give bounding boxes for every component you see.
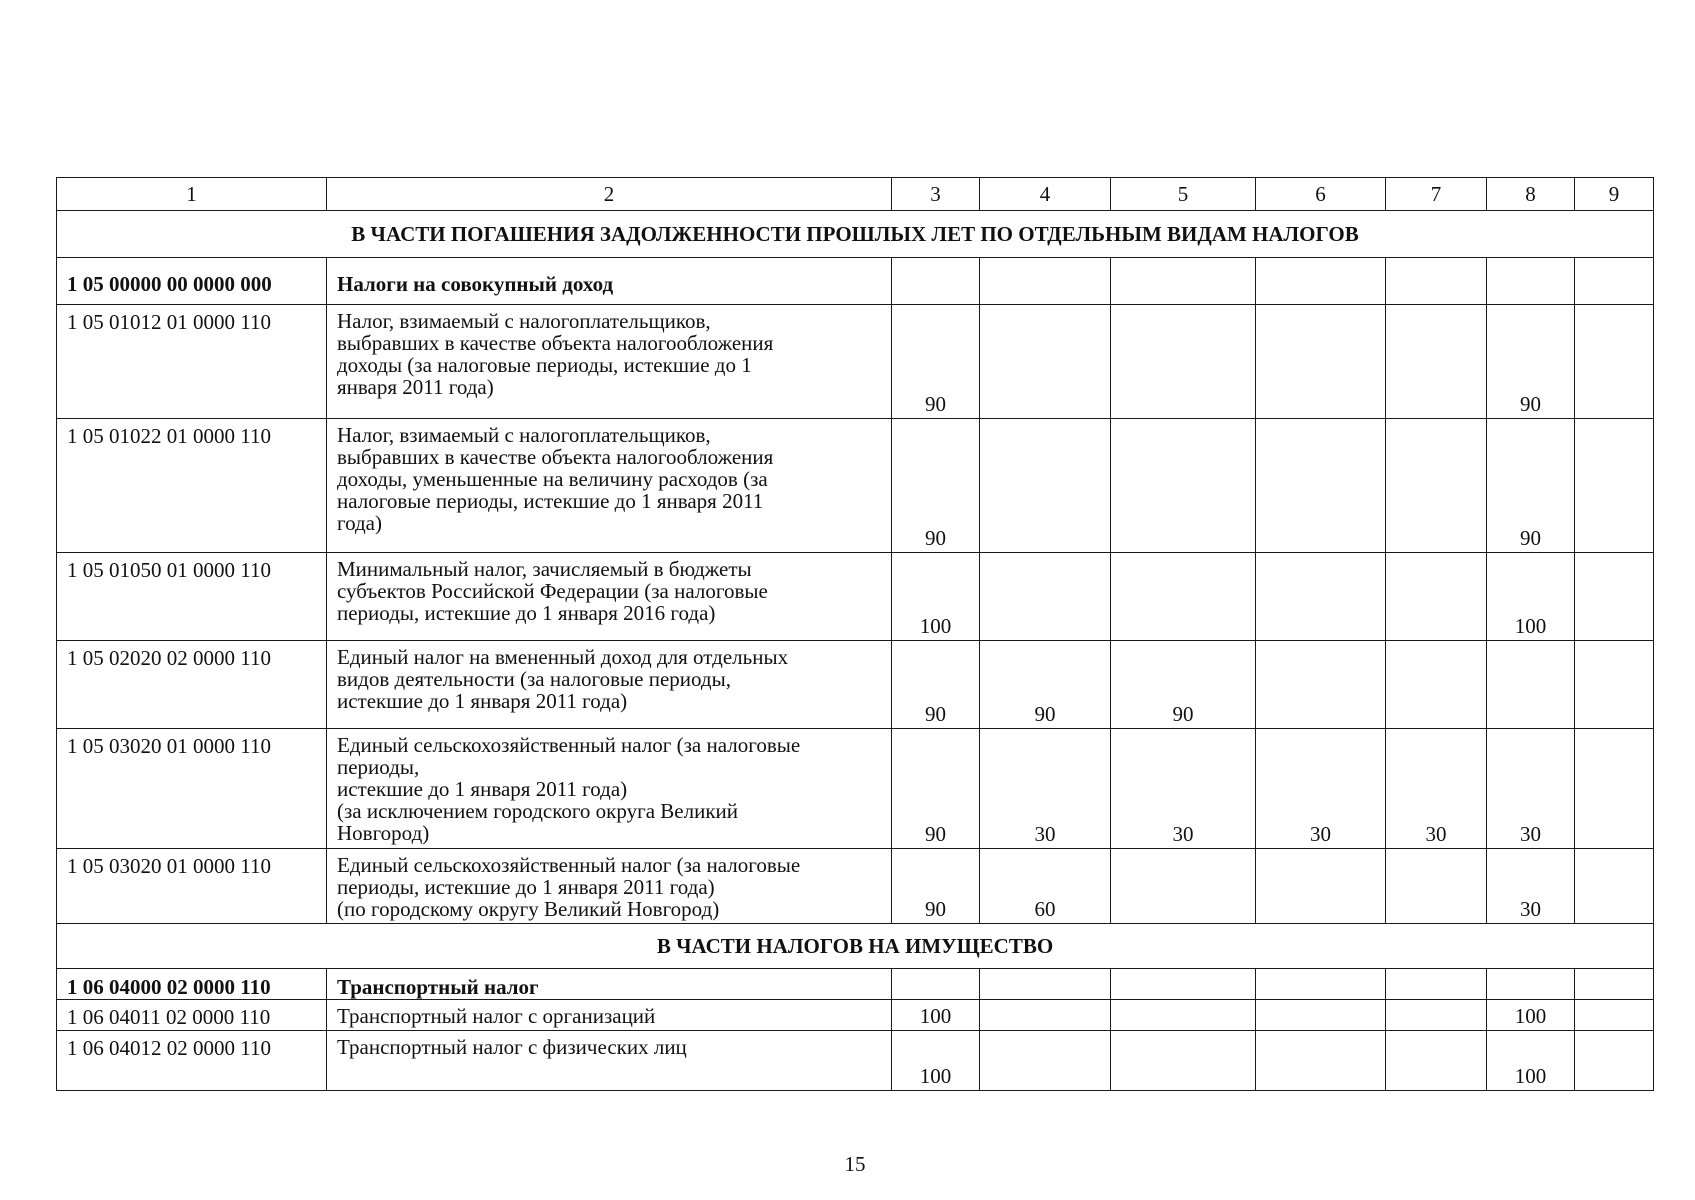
- norm-value-col-7: [1386, 258, 1487, 305]
- norm-value-col-4: [980, 969, 1111, 1000]
- norm-value-col-9: [1575, 849, 1654, 924]
- norm-value-col-4: [980, 553, 1111, 641]
- norm-value-col-5: [1111, 1000, 1256, 1031]
- revenue-name-line: Минимальный налог, зачисляемый в бюджеты: [337, 557, 752, 581]
- revenue-name-line: Налоги на совокупный доход: [337, 271, 614, 296]
- table-row: [57, 1000, 1654, 1031]
- norm-value-col-4: [980, 419, 1111, 553]
- revenue-name-line: (по городскому округу Великий Новгород): [337, 897, 720, 921]
- norm-value-col-7: [1386, 641, 1487, 729]
- column-number-cell: 8: [1487, 178, 1575, 211]
- norm-value-col-8: 90: [1487, 419, 1575, 553]
- page-number: 15: [844, 1152, 866, 1176]
- norm-value-col-6: [1256, 1031, 1386, 1091]
- revenue-name-line: Налог, взимаемый с налогоплательщиков,: [337, 309, 711, 333]
- revenue-name-line: выбравших в качестве объекта налогообложения: [337, 445, 774, 469]
- norm-value-col-3: [892, 969, 980, 1000]
- norm-value-col-8: [1487, 969, 1575, 1000]
- norm-value-col-6: [1256, 969, 1386, 1000]
- revenue-name-line: (за исключением городского округа Великий: [337, 799, 739, 823]
- revenue-name-line: налоговые периоды, истекшие до 1 января 2011: [337, 489, 764, 513]
- norm-value-col-9: [1575, 1031, 1654, 1091]
- norm-value-col-5: [1111, 258, 1256, 305]
- revenue-name: [327, 1031, 892, 1091]
- norm-value-col-5: 30: [1111, 729, 1256, 849]
- norm-value-col-6: [1256, 258, 1386, 305]
- norm-value-col-5: [1111, 969, 1256, 1000]
- budget-classification-code: 1 06 04012 02 0000 110: [57, 1031, 327, 1091]
- norm-value-col-4: 90: [980, 641, 1111, 729]
- revenue-name-line: истекшие до 1 января 2011 года): [337, 777, 628, 801]
- norm-value-col-4: [980, 1000, 1111, 1031]
- column-number-cell: 9: [1575, 178, 1654, 211]
- norm-value-col-8: 100: [1487, 553, 1575, 641]
- budget-classification-code: 1 05 02020 02 0000 110: [57, 641, 327, 729]
- revenue-name: [327, 729, 892, 849]
- revenue-name-line: Транспортный налог с физических лиц: [337, 1035, 687, 1059]
- budget-classification-code: 1 05 03020 01 0000 110: [57, 849, 327, 924]
- norm-value-col-7: [1386, 419, 1487, 553]
- table-row: [57, 305, 1654, 419]
- revenue-name: [327, 1000, 892, 1031]
- norm-value-col-7: [1386, 305, 1487, 419]
- norm-value-col-4: [980, 305, 1111, 419]
- norm-value-col-3: 90: [892, 641, 980, 729]
- budget-classification-code: 1 05 03020 01 0000 110: [57, 729, 327, 849]
- norm-value-col-6: 30: [1256, 729, 1386, 849]
- revenue-name-line: года): [337, 511, 382, 535]
- norm-value-col-7: [1386, 849, 1487, 924]
- table-row: [57, 729, 1654, 849]
- norm-value-col-3: [892, 258, 980, 305]
- table-row: [57, 419, 1654, 553]
- revenue-name-line: видов деятельности (за налоговые периоды,: [337, 667, 731, 691]
- norm-value-col-3: 90: [892, 305, 980, 419]
- column-number-cell: 2: [327, 178, 892, 211]
- norm-value-col-9: [1575, 419, 1654, 553]
- column-number-cell: 6: [1256, 178, 1386, 211]
- norm-value-col-7: [1386, 1031, 1487, 1091]
- revenue-name-line: Единый сельскохозяйственный налог (за налоговые: [337, 733, 801, 757]
- column-number-cell: 5: [1111, 178, 1256, 211]
- norm-value-col-6: [1256, 849, 1386, 924]
- table-body: [57, 178, 1654, 1091]
- revenue-name-line: периоды,: [337, 755, 420, 779]
- revenue-distribution-table: [56, 177, 1654, 1091]
- section-heading-row: [57, 924, 1654, 969]
- revenue-name-line: доходы (за налоговые периоды, истекшие до 1: [337, 353, 752, 377]
- norm-value-col-5: [1111, 553, 1256, 641]
- column-number-row: [57, 178, 1654, 211]
- revenue-name-line: Транспортный налог с организаций: [337, 1004, 656, 1028]
- revenue-name-line: Единый налог на вмененный доход для отдельных: [337, 645, 789, 669]
- revenue-name-line: истекшие до 1 января 2011 года): [337, 689, 628, 713]
- norm-value-col-4: [980, 258, 1111, 305]
- revenue-name: [327, 258, 892, 305]
- norm-value-col-8: 30: [1487, 849, 1575, 924]
- revenue-name-line: Единый сельскохозяйственный налог (за налоговые: [337, 853, 801, 877]
- norm-value-col-5: [1111, 419, 1256, 553]
- budget-classification-code: 1 05 01050 01 0000 110: [57, 553, 327, 641]
- norm-value-col-3: 100: [892, 1000, 980, 1031]
- norm-value-col-9: [1575, 641, 1654, 729]
- group-total-row: [57, 258, 1654, 305]
- budget-classification-code: 1 06 04011 02 0000 110: [57, 1000, 327, 1031]
- norm-value-col-9: [1575, 553, 1654, 641]
- norm-value-col-6: [1256, 419, 1386, 553]
- revenue-name-line: периоды, истекшие до 1 января 2016 года): [337, 601, 716, 625]
- column-number-cell: 1: [57, 178, 327, 211]
- budget-classification-code: 1 06 04000 02 0000 110: [57, 969, 327, 1000]
- norm-value-col-5: 90: [1111, 641, 1256, 729]
- budget-classification-code: 1 05 01022 01 0000 110: [57, 419, 327, 553]
- norm-value-col-8: 90: [1487, 305, 1575, 419]
- group-total-row: [57, 969, 1654, 1000]
- norm-value-col-7: 30: [1386, 729, 1487, 849]
- norm-value-col-9: [1575, 729, 1654, 849]
- table-row: [57, 641, 1654, 729]
- section-heading-row: [57, 211, 1654, 258]
- revenue-name-line: периоды, истекшие до 1 января 2011 года): [337, 875, 715, 899]
- norm-value-col-3: 100: [892, 1031, 980, 1091]
- revenue-name: [327, 553, 892, 641]
- norm-value-col-6: [1256, 641, 1386, 729]
- table-row: [57, 553, 1654, 641]
- norm-value-col-9: [1575, 305, 1654, 419]
- norm-value-col-5: [1111, 849, 1256, 924]
- norm-value-col-7: [1386, 1000, 1487, 1031]
- norm-value-col-9: [1575, 258, 1654, 305]
- table-row: [57, 1031, 1654, 1091]
- norm-value-col-6: [1256, 1000, 1386, 1031]
- revenue-name: [327, 849, 892, 924]
- budget-classification-code: 1 05 00000 00 0000 000: [57, 258, 327, 305]
- revenue-name: [327, 641, 892, 729]
- revenue-name-line: Налог, взимаемый с налогоплательщиков,: [337, 423, 711, 447]
- column-number-cell: 4: [980, 178, 1111, 211]
- revenue-name: [327, 969, 892, 1000]
- norm-value-col-8: 100: [1487, 1000, 1575, 1031]
- norm-value-col-7: [1386, 553, 1487, 641]
- norm-value-col-4: 30: [980, 729, 1111, 849]
- norm-value-col-3: 90: [892, 849, 980, 924]
- revenue-name-line: января 2011 года): [337, 375, 494, 399]
- norm-value-col-5: [1111, 305, 1256, 419]
- norm-value-col-3: 90: [892, 419, 980, 553]
- norm-value-col-3: 90: [892, 729, 980, 849]
- section-heading: В ЧАСТИ ПОГАШЕНИЯ ЗАДОЛЖЕННОСТИ ПРОШЛЫХ ЛЕТ ПО ОТДЕЛЬНЫМ ВИДАМ НАЛОГОВ: [57, 211, 1654, 258]
- norm-value-col-8: 30: [1487, 729, 1575, 849]
- norm-value-col-4: 60: [980, 849, 1111, 924]
- revenue-name: [327, 419, 892, 553]
- norm-value-col-6: [1256, 553, 1386, 641]
- norm-value-col-6: [1256, 305, 1386, 419]
- norm-value-col-9: [1575, 1000, 1654, 1031]
- revenue-name-line: доходы, уменьшенные на величину расходов (за: [337, 467, 768, 491]
- revenue-name: [327, 305, 892, 419]
- revenue-name-line: Новгород): [337, 821, 430, 845]
- norm-value-col-7: [1386, 969, 1487, 1000]
- norm-value-col-5: [1111, 1031, 1256, 1091]
- norm-value-col-8: [1487, 258, 1575, 305]
- column-number-cell: 7: [1386, 178, 1487, 211]
- revenue-name-line: Транспортный налог: [337, 974, 539, 999]
- revenue-name-line: выбравших в качестве объекта налогообложения: [337, 331, 774, 355]
- norm-value-col-8: [1487, 641, 1575, 729]
- norm-value-col-3: 100: [892, 553, 980, 641]
- section-heading: В ЧАСТИ НАЛОГОВ НА ИМУЩЕСТВО: [57, 924, 1654, 969]
- column-number-cell: 3: [892, 178, 980, 211]
- norm-value-col-4: [980, 1031, 1111, 1091]
- table-row: [57, 849, 1654, 924]
- norm-value-col-9: [1575, 969, 1654, 1000]
- budget-classification-code: 1 05 01012 01 0000 110: [57, 305, 327, 419]
- revenue-name-line: субъектов Российской Федерации (за налоговые: [337, 579, 768, 603]
- norm-value-col-8: 100: [1487, 1031, 1575, 1091]
